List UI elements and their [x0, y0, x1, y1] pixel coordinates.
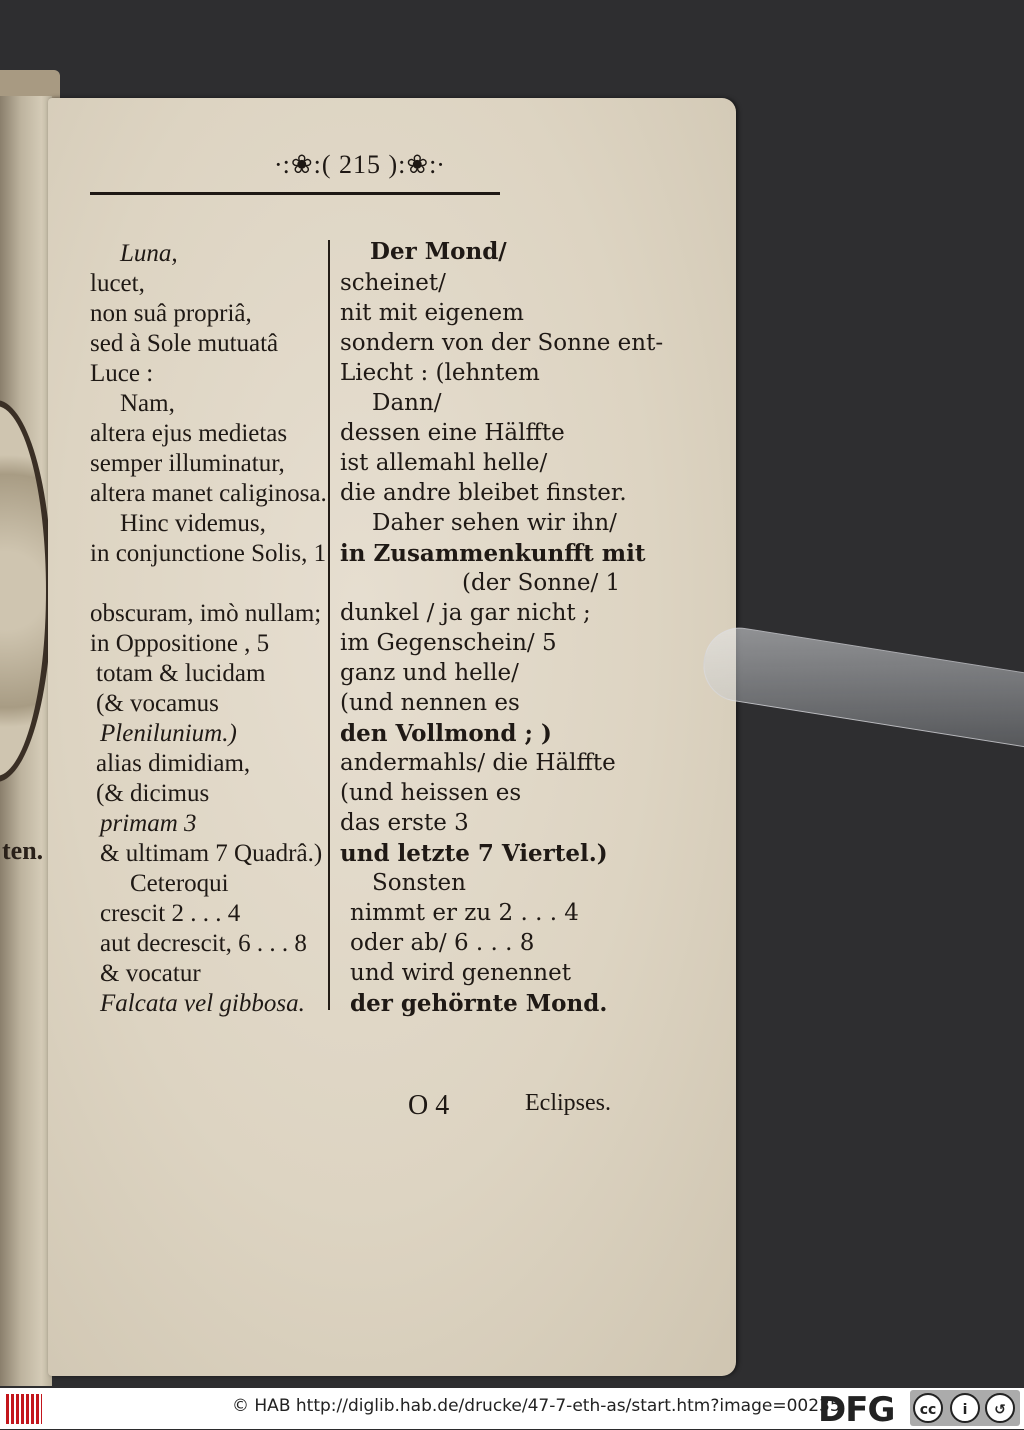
glass-page-holder [698, 622, 1024, 749]
german-line: nimmt er zu 2 . . . 4 [350, 900, 579, 926]
german-line: (und nennen es [340, 690, 520, 716]
german-line: dunkel / ja gar nicht ; [340, 600, 591, 626]
latin-line: Luce : [90, 360, 154, 387]
credit-bar [0, 1388, 1024, 1429]
german-line: Sonsten [372, 870, 466, 896]
catchword: Eclipses. [525, 1090, 611, 1116]
cc-by-sa-icon [910, 1390, 1020, 1426]
german-line: das erste 3 [340, 810, 469, 836]
latin-line: Falcata vel gibbosa. [100, 990, 305, 1017]
german-line: ganz und helle/ [340, 660, 519, 686]
latin-line: crescit 2 . . . 4 [100, 900, 241, 927]
credit-link[interactable]: © HAB http://diglib.hab.de/drucke/47-7-eth-as/start.htm?image=00235 [232, 1396, 841, 1416]
latin-line: aut decrescit, 6 . . . 8 [100, 930, 307, 957]
sa-icon: ↺ [985, 1393, 1015, 1423]
german-line: Der Mond/ [370, 238, 507, 265]
german-line: im Gegenschein/ 5 [340, 630, 557, 656]
german-line: der gehörnte Mond. [350, 990, 608, 1017]
column-divider [328, 240, 330, 1010]
german-line: nit mit eigenem [340, 300, 524, 326]
german-line: die andre bleibet finster. [340, 480, 627, 506]
german-line: (und heissen es [340, 780, 522, 806]
by-icon: i [950, 1393, 980, 1423]
latin-line: Hinc videmus, [120, 510, 266, 537]
german-line: sondern von der Sonne ent- [340, 330, 664, 356]
latin-line: & ultimam 7 Quadrâ.) [100, 840, 323, 867]
german-line: und wird genennet [350, 960, 571, 986]
latin-line: non suâ propriâ, [90, 300, 252, 327]
dfg-logo: DFG [818, 1390, 895, 1430]
latin-line: lucet, [90, 270, 145, 297]
latin-line: in Oppositione , 5 [90, 630, 270, 657]
german-line: Dann/ [372, 390, 442, 416]
german-line: und letzte 7 Viertel.) [340, 840, 608, 867]
german-line: ist allemahl helle/ [340, 450, 548, 476]
latin-line: Nam, [120, 390, 175, 417]
latin-line: altera ejus medietas [90, 420, 288, 447]
latin-line: (& dicimus [96, 780, 210, 807]
page-header: ∙:❀:( 215 ):❀:∙ [275, 150, 445, 179]
german-line: oder ab/ 6 . . . 8 [350, 930, 535, 956]
latin-line: (& vocamus [96, 690, 219, 717]
german-line: (der Sonne/ 1 [462, 570, 621, 596]
german-line: andermahls/ die Hälffte [340, 750, 616, 776]
header-rule [90, 192, 500, 195]
latin-line: sed à Sole mutuatâ [90, 330, 279, 357]
barcode-icon [6, 1394, 42, 1424]
latin-line: Ceteroqui [130, 870, 229, 897]
latin-line: Plenilunium.) [100, 720, 237, 747]
latin-line: altera manet caliginosa. [90, 480, 327, 507]
latin-line: alias dimidiam, [96, 750, 251, 777]
german-line: Daher sehen wir ihn/ [372, 510, 617, 536]
german-line: scheinet/ [340, 270, 446, 296]
latin-line: obscuram, imò nullam; [90, 600, 322, 627]
german-line: Liecht : (lehntem [340, 360, 540, 386]
latin-line: totam & lucidam [96, 660, 266, 687]
latin-line: semper illuminatur, [90, 450, 285, 477]
latin-line: primam 3 [100, 810, 197, 837]
latin-line: Luna, [120, 240, 178, 267]
german-line: in Zusammenkunfft mit [340, 540, 646, 567]
latin-line: in conjunctione Solis, 1 [90, 540, 327, 567]
german-line: dessen eine Hälffte [340, 420, 565, 446]
german-line: den Vollmond ; ) [340, 720, 552, 747]
signature-mark: O 4 [408, 1090, 450, 1121]
latin-line: & vocatur [100, 960, 201, 987]
cc-icon: cc [913, 1393, 943, 1423]
previous-page-text: ten. [2, 836, 44, 865]
